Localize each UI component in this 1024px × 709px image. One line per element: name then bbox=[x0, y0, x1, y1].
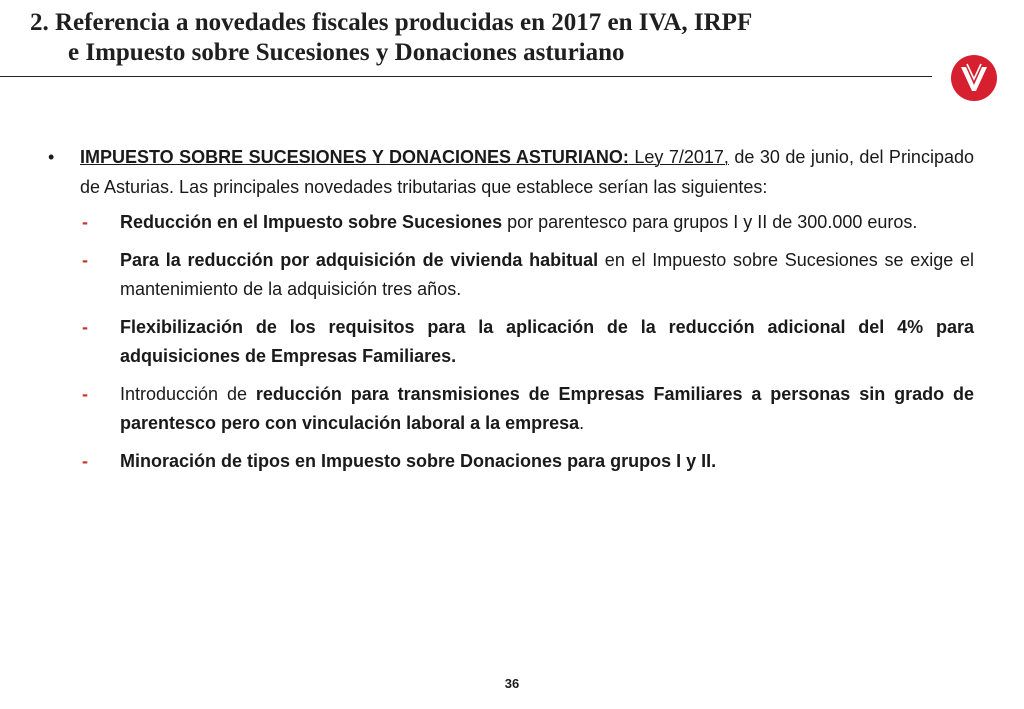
bullet-marker: • bbox=[48, 147, 55, 167]
main-bullet bbox=[48, 142, 974, 202]
slide-title bbox=[30, 8, 945, 68]
list-item-bold: Reducción en el Impuesto sobre Sucesiones bbox=[120, 212, 503, 232]
list-item-post: . bbox=[579, 413, 585, 433]
list-item-bold: Flexibilización de los requisitos para la aplicación de la reducción adicional del 4% para adquisiciones de Empresas Familiares. bbox=[120, 317, 974, 366]
list-item-text bbox=[120, 380, 974, 438]
slide-title-line-2: e Impuesto sobre Sucesiones y Donaciones asturiano bbox=[68, 39, 625, 66]
list-item-post: en el Impuesto sobre Sucesiones se exige el mantenimiento de la adquisición tres años. bbox=[120, 250, 974, 299]
dash-marker: - bbox=[82, 451, 88, 471]
list-item bbox=[82, 313, 974, 371]
slide-title-line-1: 2. Referencia a novedades fiscales producidas en 2017 en IVA, IRPF bbox=[30, 9, 753, 36]
list-item-bold: Para la reducción por adquisición de vivienda habitual bbox=[120, 250, 599, 270]
sub-item-list bbox=[48, 208, 974, 476]
list-item-pre: Introducción de bbox=[120, 384, 256, 404]
list-item bbox=[82, 380, 974, 438]
dash-marker: - bbox=[82, 317, 88, 337]
list-item-bold: reducción para transmisiones de Empresas Familiares a personas sin grado de parentesco pero con vinculación laboral a la empresa bbox=[120, 384, 974, 433]
list-item bbox=[82, 246, 974, 304]
list-item-text bbox=[120, 313, 974, 371]
list-item-bold: Minoración de tipos en Impuesto sobre Donaciones para grupos I y II. bbox=[120, 451, 717, 471]
main-bullet-text bbox=[80, 142, 974, 202]
list-item-text bbox=[120, 246, 974, 304]
dash-marker: - bbox=[82, 384, 88, 404]
main-bullet-body: de 30 de junio, del Principado de Asturias. Las principales novedades tributarias que establece serían las siguientes: bbox=[80, 147, 974, 197]
title-underline-divider bbox=[0, 76, 932, 77]
red-circle-v-logo-icon bbox=[950, 54, 998, 102]
page-number: 36 bbox=[504, 676, 520, 691]
law-reference: Ley 7/2017, bbox=[628, 147, 729, 167]
list-item-post: por parentesco para grupos I y II de 300.000 euros. bbox=[502, 212, 918, 232]
dash-marker: - bbox=[82, 212, 88, 232]
main-bullet-heading: IMPUESTO SOBRE SUCESIONES Y DONACIONES ASTURIANO: bbox=[80, 147, 629, 167]
slide-content bbox=[48, 142, 974, 485]
list-item bbox=[82, 208, 974, 237]
list-item-text bbox=[120, 208, 974, 237]
list-item bbox=[82, 447, 974, 476]
list-item-text bbox=[120, 447, 974, 476]
dash-marker: - bbox=[82, 250, 88, 270]
